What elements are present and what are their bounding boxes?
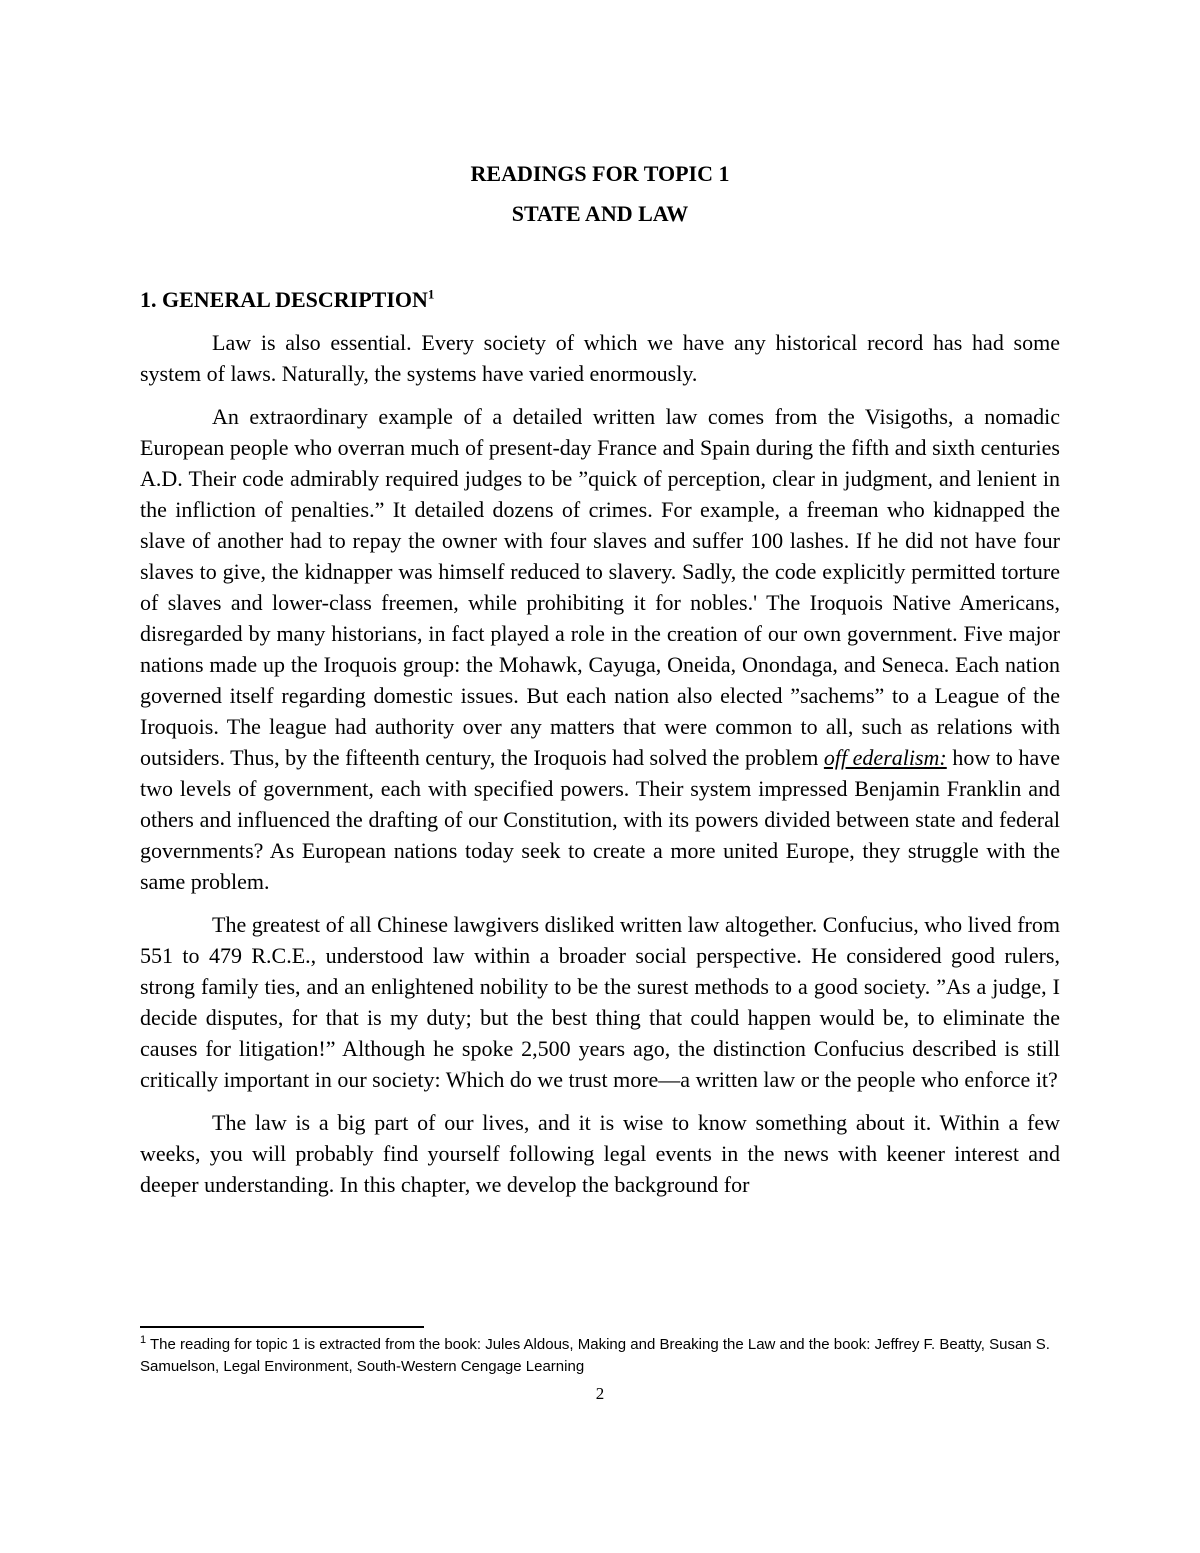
section-heading [140, 286, 434, 314]
document-title: READINGS FOR TOPIC 1 [470, 161, 730, 186]
footnote-marker: 1 [140, 1334, 147, 1346]
emphasized-term: off ederalism: [823, 745, 947, 770]
footnote-separator [140, 1326, 424, 1328]
paragraph-2 [140, 401, 1060, 897]
paragraph-2-text-a: An extraordinary example of a detailed written law comes from the Visigoths, a nomadic European people who overran much of present-day France and Spain during the fifth and sixth centuries A.D. Their code admirably required judges to be ”quick of perception, clear in judgment, and lenient in the infliction of penalties.” It detailed dozens of crimes. For example, a freeman who kidnapped the slave of another had to repay the owner with four slaves and suffer 100 lashes. If he did not have four slaves to give, the kidnapper was himself reduced to slavery. Sadly, the code explicitly permitted torture of slaves and lower-class freemen, while prohibiting it for nobles.' The Iroquois Native Americans, disregarded by many historians, in fact played a role in the creation of our own government. Five major nations made up the Iroquois group: the Mohawk, Cayuga, Oneida, Onondaga, and Seneca. Each nation governed itself regarding domestic issues. But each nation also elected ”sachems” to a League of the Iroquois. The league had authority over any matters that were common to all, such as relations with outsiders. Thus, by the fifteenth century, the Iroquois had solved the problem [140, 404, 1060, 770]
paragraph-4: The law is a big part of our lives, and it is wise to know something about it. Within a few weeks, you will probably find yourself following legal events in the news with keener interest and deeper understanding. In this chapter, we develop the background for [140, 1110, 1060, 1197]
footnote [140, 1334, 1060, 1378]
section-heading-text: 1. GENERAL DESCRIPTION [140, 287, 428, 312]
footnote-reference[interactable]: 1 [427, 286, 435, 302]
document-subtitle: STATE AND LAW [511, 201, 689, 226]
body-text [140, 327, 1060, 1212]
page-number: 2 [595, 1384, 605, 1403]
paragraph-2-text-b: how to have two levels of government, each with specified powers. Their system impressed Benjamin Franklin and others and influenced the drafting of our Constitution, with its powers divided between state and federal governments? As European nations today seek to create a more united Europe, they struggle with the same problem. [140, 745, 1060, 894]
paragraph-3: The greatest of all Chinese lawgivers disliked written law altogether. Confucius, who lived from 551 to 479 R.C.E., understood law within a broader social perspective. He considered good rulers, strong family ties, and an enlightened nobility to be the surest methods to a good society. ”As a judge, I decide disputes, for that is my duty; but the best thing that could happen would be, to eliminate the causes for litigation!” Although he spoke 2,500 years ago, the distinction Confucius described is still critically important in our society: Which do we trust more—a written law or the people who enforce it? [140, 912, 1060, 1092]
paragraph-1: Law is also essential. Every society of which we have any historical record has had some system of laws. Naturally, the systems have varied enormously. [140, 330, 1060, 386]
footnote-text: The reading for topic 1 is extracted from the book: Jules Aldous, Making and Breaking the Law and the book: Jeffrey F. Beatty, Susan S. Samuelson, Legal Environment, South-Western Cengage Learning [140, 1336, 1050, 1375]
